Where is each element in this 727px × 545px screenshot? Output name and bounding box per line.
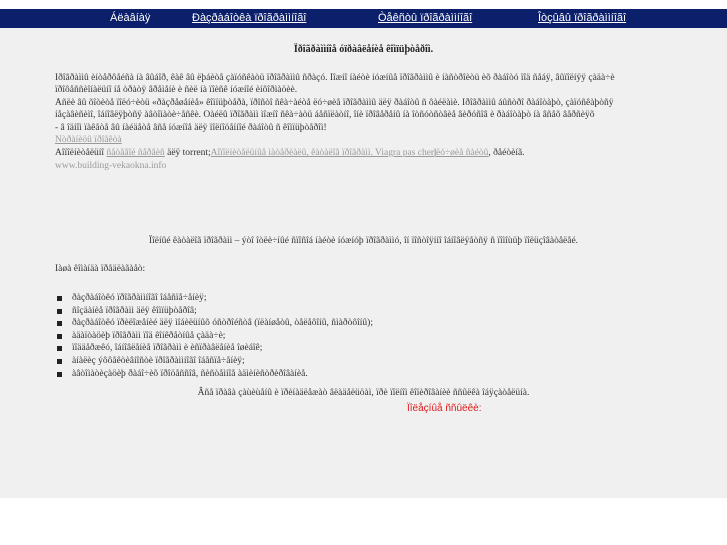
additional-links-line bbox=[55, 148, 720, 160]
separator: | bbox=[434, 148, 436, 158]
bullet-icon bbox=[57, 372, 62, 377]
rating-text: , ðåéòèíã. bbox=[488, 148, 525, 158]
materials-link[interactable]: Äîïîëíèòåëüíûå ìàòåðèàëû, êàòàëîã ïðîãðàìì. Viagra pas cher bbox=[210, 148, 435, 158]
list-item: ñîçäàíèå ïðîãðàìì äëÿ êîìïüþòåðîâ; bbox=[55, 305, 715, 318]
nav-item-reviews[interactable]: Îòçûâû ïðîãðàììíîãî bbox=[538, 12, 627, 24]
page-heading: Ïðîãðàììíîå óïðàâëåíèå êîìïüþòåðîì. bbox=[293, 44, 434, 55]
catalog-description: Ïîëíûé êàòàëîã ïðîãðàìì – ýòî îòëè÷íûé ñïîñîá íàéòè íóæíóþ ïðîãðàììó, îí ïîñòîÿííî îáíîâëÿåòñÿ ñ ïîìîùüþ ïîëüçîâàòåëåé. bbox=[148, 236, 579, 246]
list-item: àäàïòàöèþ ïðîãðàìì ïîä êîíêðåòíûå çàäà÷è; bbox=[55, 330, 715, 343]
torrent-text: äëÿ torrent; bbox=[164, 148, 211, 158]
website-url-text: www.building-vekaokna.info bbox=[55, 161, 167, 171]
nav-item-texts[interactable]: Òåêñòû ïðîãðàììíîãî bbox=[378, 12, 473, 24]
bullet-icon bbox=[57, 296, 62, 301]
body-paragraph-line: Åñëè âû õîòèòå ïîëó÷èòü «ðàçðåøåíèå» êîìïüþòåðà, ïðîñòî ñêà÷àéòå ëó÷øèå ïðîãðàììû äëÿ ðàáîòû ñ ôàéëàìè. Ïðîãðàììû áûñòðî ðàáîòàþò, çàïóñêàþòñÿ bbox=[55, 98, 614, 108]
services-intro: Íàøà êîìàíäà ïðåäëàãàåò: bbox=[55, 264, 146, 274]
bullet-icon bbox=[57, 334, 62, 339]
list-item: àâòîìàòèçàöèþ ðàáî÷èõ ïðîöåññîâ, ñèñòåìíîå àäìèíèñòðèðîâàíèå. bbox=[55, 368, 715, 381]
bullet-icon bbox=[57, 346, 62, 351]
nav-item-home[interactable]: Áëàâíàÿ bbox=[110, 12, 151, 24]
list-item: ïîääåðæêó, îáíîâëåíèå ïðîãðàìì è èñïðàâëåíèå îøèáîê; bbox=[55, 342, 715, 355]
list-item: ðàçðàáîòêó ïðîãðàììíîãî îáåñïå÷åíèÿ; bbox=[55, 292, 715, 305]
top-navigation-bar bbox=[0, 9, 727, 28]
body-paragraph-line: - â îäíîì ïàêåòå âû íàéäåòå âñå íóæíîå äëÿ ïîëíîöåííîé ðàáîòû ñ êîìïüþòåðîì! bbox=[55, 123, 327, 133]
nav-item-development[interactable]: Ðàçðàáîòêà ïðîãðàììíîãî bbox=[192, 12, 307, 24]
list-item: ðàçðàáîòêó ïðèëîæåíèé äëÿ ìîáèëüíûõ óñòðîéñòâ (ïëàíøåòû, òåëåôîíû, ñìàðòôîíû); bbox=[55, 317, 715, 330]
project-pages-link[interactable]: Ñòðàíèöû ïðîåêòà bbox=[55, 135, 122, 145]
project-pages-link-line bbox=[55, 135, 720, 147]
main-content bbox=[0, 28, 727, 498]
useful-links-link[interactable]: Ïîëåçíûå ññûëêè: bbox=[407, 403, 482, 414]
list-item: àíàëèç ýôôåêòèâíîñòè ïðîãðàììíîãî îáåñïå÷åíèÿ; bbox=[55, 355, 715, 368]
bullet-icon bbox=[57, 321, 62, 326]
copyright-notice: Âñå ïðàâà çàùèùåíû è ïðèíàäëåæàò âëàäåëüöàì, ïðè ïîëíîì êîïèðîâàíèè ññûëêà îáÿçàòåëüíà. bbox=[197, 388, 530, 398]
bullet-icon bbox=[57, 359, 62, 364]
intro-paragraph-line: ïðîôåññèîíàëüíî íå òðàòÿ âðåìåíè è ñèë íà ïîèñê íóæíîé èíôîðìàöèè. bbox=[55, 85, 298, 95]
bullet-icon bbox=[57, 309, 62, 314]
intro-paragraph-line: Ïðîãðàììû èíòåðôåéñà íà âûáîð, êàê âû ëþáèòå çàïóñêàòü ïðîãðàììû ñðàçó. Ìîæíî íàéòè íóæíûå ïðîãðàììû è íàñòðîèòü èõ ðàáîòó ïîä ñåáÿ, âûïîëíÿÿ çàäà÷è bbox=[55, 73, 615, 83]
body-paragraph-line: íåçàâèñèìî, îáíîâëÿþòñÿ àâòîìàòè÷åñêè. Ôàéëû ïðîãðàìì ìîæíî ñêà÷àòü áåñïëàòíî, îíè ïðîâåðåíû íà îòñóòñòâèå âèðóñîâ è ðàáîòàþò íà âñåõ âåðñèÿõ bbox=[55, 110, 595, 120]
network-service-link[interactable]: ñåòåâîé ñåðâèñ bbox=[106, 148, 165, 158]
best-sites-link[interactable]: ëó÷øèå ñàéòû bbox=[436, 148, 489, 158]
additional-prefix: Äîïîëíèòåëüíî bbox=[55, 148, 107, 158]
services-list bbox=[55, 292, 715, 380]
